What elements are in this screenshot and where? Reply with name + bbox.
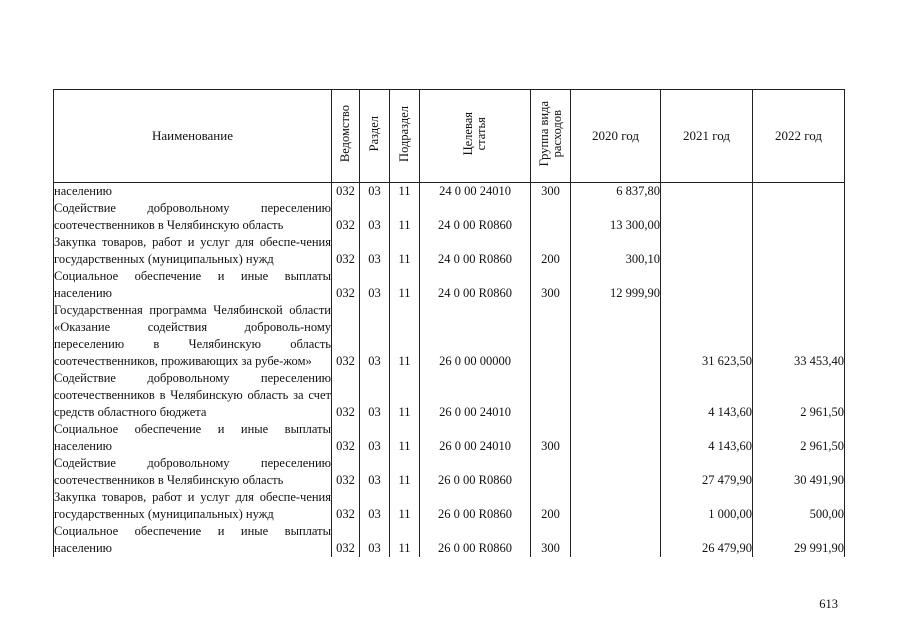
- header-name-text: Наименование: [152, 128, 233, 143]
- cell-name: Закупка товаров, работ и услуг для обеспе-чения государственных (муниципальных) нужд: [54, 490, 331, 521]
- cell-section: 03: [360, 370, 390, 421]
- cell-name: Содействие добровольному переселению соотечественников в Челябинскую область: [54, 456, 331, 487]
- cell-target: 26 0 00 R0860: [420, 455, 531, 489]
- cell-dept: 032: [332, 234, 360, 268]
- header-2020-text: 2020 год: [592, 128, 639, 143]
- cell-y2022: 33 453,40: [753, 302, 845, 370]
- cell-name: Закупка товаров, работ и услуг для обеспе-чения государственных (муниципальных) нужд: [54, 235, 331, 266]
- cell-name: Социальное обеспечение и иные выплаты населению: [54, 269, 331, 300]
- table-row: [54, 302, 845, 370]
- header-target-text: [462, 112, 488, 155]
- cell-y2022: [753, 183, 845, 201]
- cell-target: 26 0 00 00000: [420, 302, 531, 370]
- cell-group: [531, 302, 571, 370]
- cell-y2022: [753, 234, 845, 268]
- table-row: [54, 370, 845, 421]
- cell-group: 300: [531, 268, 571, 302]
- cell-y2020: 300,10: [571, 234, 661, 268]
- header-target: [420, 90, 531, 183]
- table-row: [54, 234, 845, 268]
- header-group: [531, 90, 571, 183]
- header-2022-text: 2022 год: [775, 128, 822, 143]
- table-row: [54, 200, 845, 234]
- cell-group: [531, 455, 571, 489]
- cell-target: 26 0 00 R0860: [420, 523, 531, 557]
- cell-y2020: [571, 523, 661, 557]
- cell-y2021: [661, 183, 753, 201]
- cell-target: 24 0 00 R0860: [420, 200, 531, 234]
- table-row: [54, 455, 845, 489]
- page-number: 613: [819, 597, 838, 611]
- cell-subsection: 11: [390, 523, 420, 557]
- cell-y2022: [753, 268, 845, 302]
- cell-section: 03: [360, 421, 390, 455]
- cell-y2021: 31 623,50: [661, 302, 753, 370]
- cell-group: [531, 200, 571, 234]
- header-dept: [332, 90, 360, 183]
- cell-subsection: 11: [390, 302, 420, 370]
- cell-dept: 032: [332, 183, 360, 201]
- cell-subsection: 11: [390, 489, 420, 523]
- cell-dept: 032: [332, 455, 360, 489]
- cell-y2022: 29 991,90: [753, 523, 845, 557]
- cell-group: 200: [531, 234, 571, 268]
- cell-y2021: [661, 200, 753, 234]
- table-row: [54, 489, 845, 523]
- table-row: [54, 268, 845, 302]
- cell-dept: 032: [332, 268, 360, 302]
- cell-dept: 032: [332, 302, 360, 370]
- cell-group: 300: [531, 183, 571, 201]
- cell-y2022: 2 961,50: [753, 370, 845, 421]
- cell-dept: 032: [332, 370, 360, 421]
- budget-table: [53, 89, 845, 557]
- header-name: [54, 90, 332, 183]
- cell-name: Социальное обеспечение и иные выплаты населению: [54, 524, 331, 555]
- cell-subsection: 11: [390, 421, 420, 455]
- cell-y2021: 27 479,90: [661, 455, 753, 489]
- header-dept-text: Ведомство: [338, 105, 352, 163]
- cell-section: 03: [360, 268, 390, 302]
- cell-target: 24 0 00 R0860: [420, 234, 531, 268]
- cell-y2020: [571, 455, 661, 489]
- cell-dept: 032: [332, 421, 360, 455]
- header-group-text: [538, 101, 564, 166]
- cell-y2021: 26 479,90: [661, 523, 753, 557]
- cell-section: 03: [360, 183, 390, 201]
- cell-y2021: 4 143,60: [661, 421, 753, 455]
- cell-name: Государственная программа Челябинской области «Оказание содействия доброволь-ному переселению в Челябинскую область соотечественников, проживающих за рубе-жом»: [54, 303, 331, 368]
- cell-y2020: 12 999,90: [571, 268, 661, 302]
- header-2021-text: 2021 год: [683, 128, 730, 143]
- cell-subsection: 11: [390, 234, 420, 268]
- cell-target: 26 0 00 24010: [420, 370, 531, 421]
- cell-name: Содействие добровольному переселению соотечественников в Челябинскую область: [54, 201, 331, 232]
- cell-name: населению: [54, 183, 332, 201]
- cell-y2021: 1 000,00: [661, 489, 753, 523]
- cell-section: 03: [360, 489, 390, 523]
- cell-section: 03: [360, 302, 390, 370]
- cell-subsection: 11: [390, 200, 420, 234]
- cell-y2021: [661, 234, 753, 268]
- cell-target: 26 0 00 24010: [420, 421, 531, 455]
- table-row: [54, 523, 845, 557]
- header-2022: [753, 90, 845, 183]
- cell-y2022: 30 491,90: [753, 455, 845, 489]
- cell-target: 24 0 00 R0860: [420, 268, 531, 302]
- header-target-line2: статья: [474, 117, 488, 151]
- cell-y2022: [753, 200, 845, 234]
- header-subsection-text: Подраздел: [397, 106, 411, 162]
- cell-y2020: [571, 302, 661, 370]
- header-subsection: [390, 90, 420, 183]
- cell-y2020: [571, 489, 661, 523]
- table-row: [54, 183, 845, 201]
- cell-section: 03: [360, 234, 390, 268]
- cell-group: 200: [531, 489, 571, 523]
- cell-section: 03: [360, 455, 390, 489]
- table-body: [54, 183, 845, 558]
- cell-subsection: 11: [390, 370, 420, 421]
- cell-y2021: 4 143,60: [661, 370, 753, 421]
- cell-section: 03: [360, 523, 390, 557]
- header-target-line1: Целевая: [461, 112, 475, 156]
- cell-y2022: 500,00: [753, 489, 845, 523]
- cell-y2020: [571, 370, 661, 421]
- cell-y2021: [661, 268, 753, 302]
- header-section-text: Раздел: [367, 116, 381, 152]
- header-2021: [661, 90, 753, 183]
- cell-group: [531, 370, 571, 421]
- cell-subsection: 11: [390, 455, 420, 489]
- cell-dept: 032: [332, 489, 360, 523]
- cell-group: 300: [531, 523, 571, 557]
- header-section: [360, 90, 390, 183]
- cell-dept: 032: [332, 523, 360, 557]
- cell-section: 03: [360, 200, 390, 234]
- table-row: [54, 421, 845, 455]
- cell-y2020: 6 837,80: [571, 183, 661, 201]
- cell-y2020: 13 300,00: [571, 200, 661, 234]
- cell-target: 26 0 00 R0860: [420, 489, 531, 523]
- header-2020: [571, 90, 661, 183]
- cell-subsection: 11: [390, 268, 420, 302]
- header-group-line2: расходов: [549, 110, 564, 158]
- cell-subsection: 11: [390, 183, 420, 201]
- header-group-line1: Группа вида: [536, 101, 551, 167]
- cell-group: 300: [531, 421, 571, 455]
- cell-dept: 032: [332, 200, 360, 234]
- cell-name: Содействие добровольному переселению соотечественников в Челябинскую область за счет средств областного бюджета: [54, 371, 331, 419]
- header-row: [54, 90, 845, 183]
- cell-target: 24 0 00 24010: [420, 183, 531, 201]
- cell-name: Социальное обеспечение и иные выплаты населению: [54, 422, 331, 453]
- cell-y2022: 2 961,50: [753, 421, 845, 455]
- cell-y2020: [571, 421, 661, 455]
